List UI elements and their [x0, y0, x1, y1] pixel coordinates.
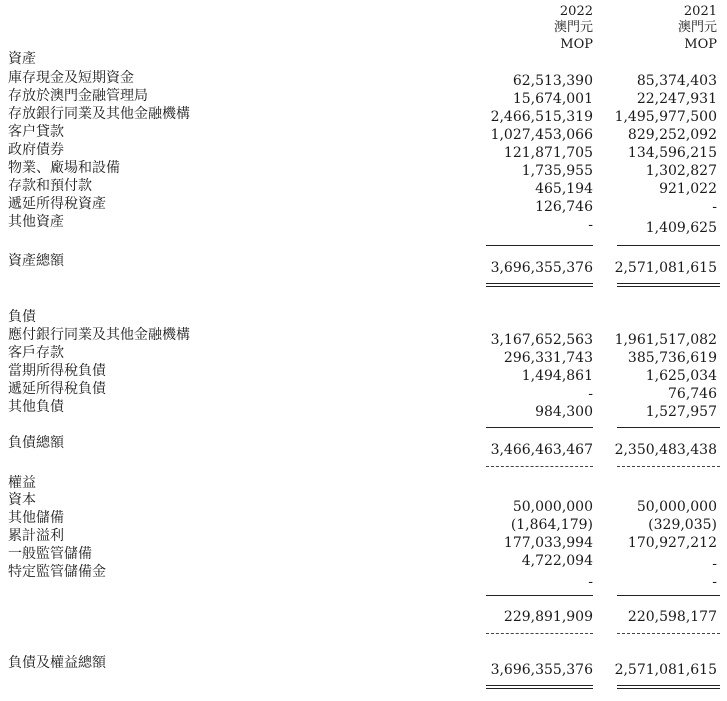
row-value-2021: 170,927,212 [627, 535, 717, 551]
row-value-2022: 3,167,652,563 [490, 332, 593, 348]
row-value-2022: 50,000,000 [512, 499, 593, 515]
dashed-rule [486, 466, 593, 467]
row-value-2021: 1,961,517,082 [614, 332, 717, 348]
row-value-2021: - [712, 199, 717, 215]
row-value-2021: 1,409,625 [645, 220, 717, 236]
row-label: 客戶存款 [8, 345, 64, 361]
header-currency-2022: 澳門元 [553, 20, 593, 35]
grand-total-2022: 3,696,355,376 [490, 662, 593, 678]
row-value-2022: 1,494,861 [521, 368, 593, 384]
row-value-2021: - [712, 574, 717, 590]
row-value-2022: 984,300 [535, 404, 593, 420]
row-label: 一般監管儲備 [8, 546, 92, 562]
row-label: 存放於澳門金融管理局 [8, 88, 148, 104]
row-label: 存放銀行同業及其他金融機構 [8, 106, 190, 122]
total-liabilities-2022: 3,466,463,467 [490, 442, 593, 458]
subtotal-rule [486, 427, 593, 428]
row-value-2022: 1,027,453,066 [490, 127, 593, 143]
row-label: 其他儲備 [8, 510, 64, 526]
row-label: 遞延所得稅資產 [8, 196, 106, 212]
row-label: 其他資產 [8, 214, 64, 230]
grand-total-label: 負債及權益總額 [8, 655, 106, 671]
total-label-liabilities: 負債總額 [8, 435, 64, 451]
row-label: 其他負債 [8, 399, 64, 415]
section-title-assets: 資產 [8, 51, 36, 67]
row-label: 存款和預付款 [8, 178, 92, 194]
double-underline [486, 685, 593, 689]
row-value-2022: 296,331,743 [503, 350, 593, 366]
row-label: 累計溢利 [8, 528, 64, 544]
row-value-2022: - [588, 386, 593, 402]
grand-total-2021: 2,571,081,615 [614, 662, 717, 678]
row-label: 物業、廠場和設備 [8, 160, 120, 176]
section-title-liabilities: 負債 [8, 309, 36, 325]
row-value-2021: - [712, 556, 717, 572]
row-label: 資本 [8, 492, 36, 508]
row-value-2021: 85,374,403 [636, 73, 717, 89]
row-value-2021: (329,035) [648, 517, 717, 533]
section-title-equity: 權益 [8, 475, 36, 491]
header-year-2022: 2022 [559, 4, 593, 19]
double-underline [486, 283, 593, 287]
header-year-2021: 2021 [683, 4, 717, 19]
row-value-2021: 829,252,092 [627, 127, 717, 143]
subtotal-rule [617, 595, 720, 596]
row-value-2021: 1,302,827 [645, 163, 717, 179]
row-value-2022: 62,513,390 [512, 73, 593, 89]
row-value-2022: 121,871,705 [503, 145, 593, 161]
row-value-2021: 1,495,977,500 [614, 109, 717, 125]
dashed-rule [617, 633, 720, 634]
double-underline [617, 283, 720, 287]
row-value-2021: 134,596,215 [627, 145, 717, 161]
row-value-2022: 126,746 [535, 199, 593, 215]
row-label: 遞延所得稅負債 [8, 381, 106, 397]
row-value-2021: 921,022 [659, 181, 717, 197]
row-value-2021: 50,000,000 [636, 499, 717, 515]
row-value-2022: (1,864,179) [510, 517, 593, 533]
subtotal-rule [617, 427, 720, 428]
subtotal-rule [486, 245, 593, 246]
row-label: 客户貸款 [8, 124, 64, 140]
row-value-2021: 22,247,931 [636, 91, 717, 107]
row-value-2022: 177,033,994 [503, 535, 593, 551]
row-value-2022: 2,466,515,319 [490, 109, 593, 125]
row-value-2021: 1,527,957 [645, 404, 717, 420]
dashed-rule [617, 466, 720, 467]
row-value-2022: 465,194 [535, 181, 593, 197]
header-unit-2022: MOP [560, 37, 593, 52]
row-value-2022: - [588, 574, 593, 590]
row-value-2022: 1,735,955 [521, 163, 593, 179]
header-unit-2021: MOP [684, 37, 717, 52]
row-label: 應付銀行同業及其他金融機構 [8, 327, 190, 343]
total-label-assets: 資產總額 [8, 253, 64, 269]
row-value-2022: 15,674,001 [512, 91, 593, 107]
header-currency-2021: 澳門元 [677, 20, 717, 35]
row-label: 庫存現金及短期資金 [8, 70, 134, 86]
row-value-2021: 1,625,034 [645, 368, 717, 384]
subtotal-rule [617, 245, 720, 246]
total-assets-2022: 3,696,355,376 [490, 260, 593, 276]
row-value-2022: - [588, 217, 593, 233]
total-equity-2021: 220,598,177 [627, 609, 717, 625]
total-assets-2021: 2,571,081,615 [614, 260, 717, 276]
row-value-2021: 385,736,619 [627, 350, 717, 366]
row-value-2022: 4,722,094 [521, 553, 593, 569]
total-liabilities-2021: 2,350,483,438 [614, 442, 717, 458]
dashed-rule [486, 633, 593, 634]
row-label: 特定監管儲備金 [8, 564, 106, 580]
row-value-2021: 76,746 [668, 386, 717, 402]
row-label: 政府債券 [8, 142, 64, 158]
double-underline [617, 685, 720, 689]
subtotal-rule [486, 595, 593, 596]
row-label: 當期所得稅負債 [8, 363, 106, 379]
total-equity-2022: 229,891,909 [503, 609, 593, 625]
